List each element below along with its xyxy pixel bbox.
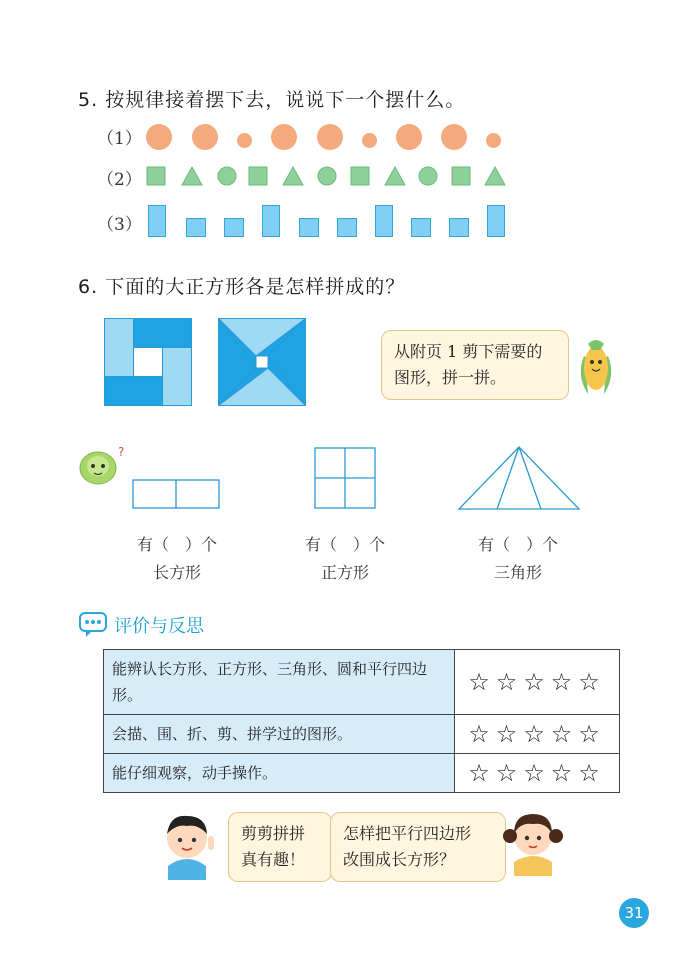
eval-item: 能仔细观察，动手操作。 [104, 754, 455, 793]
q5-number: 5. [78, 89, 99, 111]
green-triangle [485, 167, 505, 185]
green-triangle [283, 167, 303, 185]
big-circle [146, 124, 172, 150]
green-triangle [385, 167, 405, 185]
small-square [449, 218, 469, 237]
big-circle [271, 124, 297, 150]
chat-bubble-icon [78, 611, 108, 639]
girl-speech-bubble [330, 812, 506, 882]
small-circle [486, 133, 501, 148]
q5-heading [78, 85, 465, 112]
tall-rectangle [148, 205, 166, 237]
green-square [147, 167, 165, 185]
corn-bubble-line2: 图形，拼一拼。 [394, 368, 507, 387]
girl-bubble-line2: 改围成长方形？ [343, 850, 456, 869]
count-prefix: 有（ [477, 535, 510, 554]
count-suffix: ）个 [526, 535, 559, 554]
svg-text:?: ? [118, 445, 125, 459]
tall-rectangle [375, 205, 393, 237]
figure3-count-label [463, 532, 573, 555]
tall-rectangle [487, 205, 505, 237]
figure1-name: 长方形 [152, 563, 201, 582]
count-prefix: 有（ [304, 535, 337, 554]
evaluation-table [103, 649, 620, 793]
table-row [104, 715, 620, 754]
corn-speech-bubble [381, 330, 569, 400]
figure2-name: 正方形 [320, 563, 369, 582]
small-square [224, 218, 244, 237]
boy-character-icon [154, 808, 220, 880]
big-circle [396, 124, 422, 150]
small-circle [237, 133, 252, 148]
boy-bubble-line2: 真有趣！ [241, 850, 306, 869]
count-suffix: ）个 [353, 535, 386, 554]
green-circle [318, 167, 336, 185]
green-square [351, 167, 369, 185]
boy-speech-bubble [228, 812, 332, 882]
eval-item: 能辨认长方形、正方形、三角形、圆和平行四边形。 [104, 650, 455, 715]
evaluation-title: 评价与反思 [114, 616, 204, 637]
table-row [104, 754, 620, 793]
figure-triangle-fan [457, 444, 581, 512]
green-square [452, 167, 470, 185]
small-square [411, 218, 431, 237]
q5-row1-label: （1） [97, 129, 142, 149]
eval-item: 会描、围、折、剪、拼学过的图形。 [104, 715, 455, 754]
corn-bubble-line1: 从附页 1 剪下需要的 [394, 342, 543, 361]
big-circle [317, 124, 343, 150]
q5-title: 按规律接着摆下去，说说下一个摆什么。 [105, 89, 466, 111]
star-rating[interactable]: ☆☆☆☆☆ [455, 650, 620, 715]
boy-bubble-line1: 剪剪拼拼 [241, 824, 306, 843]
big-square-rectangles [104, 318, 192, 406]
girl-character-icon [500, 804, 566, 876]
star-rating[interactable]: ☆☆☆☆☆ [455, 715, 620, 754]
star-rating[interactable]: ☆☆☆☆☆ [455, 754, 620, 793]
q5-row2-label: （2） [97, 170, 142, 190]
big-square-triangles [218, 318, 306, 406]
q6-number: 6. [78, 276, 99, 298]
table-row [104, 650, 620, 715]
small-square [337, 218, 357, 237]
green-square [249, 167, 267, 185]
green-triangle [182, 167, 202, 185]
figure-two-rectangles [132, 478, 222, 512]
big-circle [192, 124, 218, 150]
q5-row2-pattern [140, 162, 510, 192]
count-suffix: ）个 [185, 535, 218, 554]
corn-mascot-icon [574, 336, 618, 398]
figure3-name: 三角形 [493, 563, 542, 582]
girl-bubble-line1: 怎样把平行四边形 [343, 824, 472, 843]
page-number: 31 [619, 898, 649, 928]
green-circle [419, 167, 437, 185]
q6-title: 下面的大正方形各是怎样拼成的？ [105, 276, 406, 298]
tall-rectangle [262, 205, 280, 237]
big-circle [441, 124, 467, 150]
figure2-count-label [290, 532, 400, 555]
small-circle [362, 133, 377, 148]
figure1-count-label [122, 532, 232, 555]
green-circle [218, 167, 236, 185]
q6-heading [78, 272, 405, 299]
q5-row3-label: （3） [97, 215, 142, 235]
count-prefix: 有（ [136, 535, 169, 554]
figure-grid-square [313, 446, 379, 512]
small-square [186, 218, 206, 237]
cabbage-mascot-icon [78, 444, 130, 486]
small-square [299, 218, 319, 237]
